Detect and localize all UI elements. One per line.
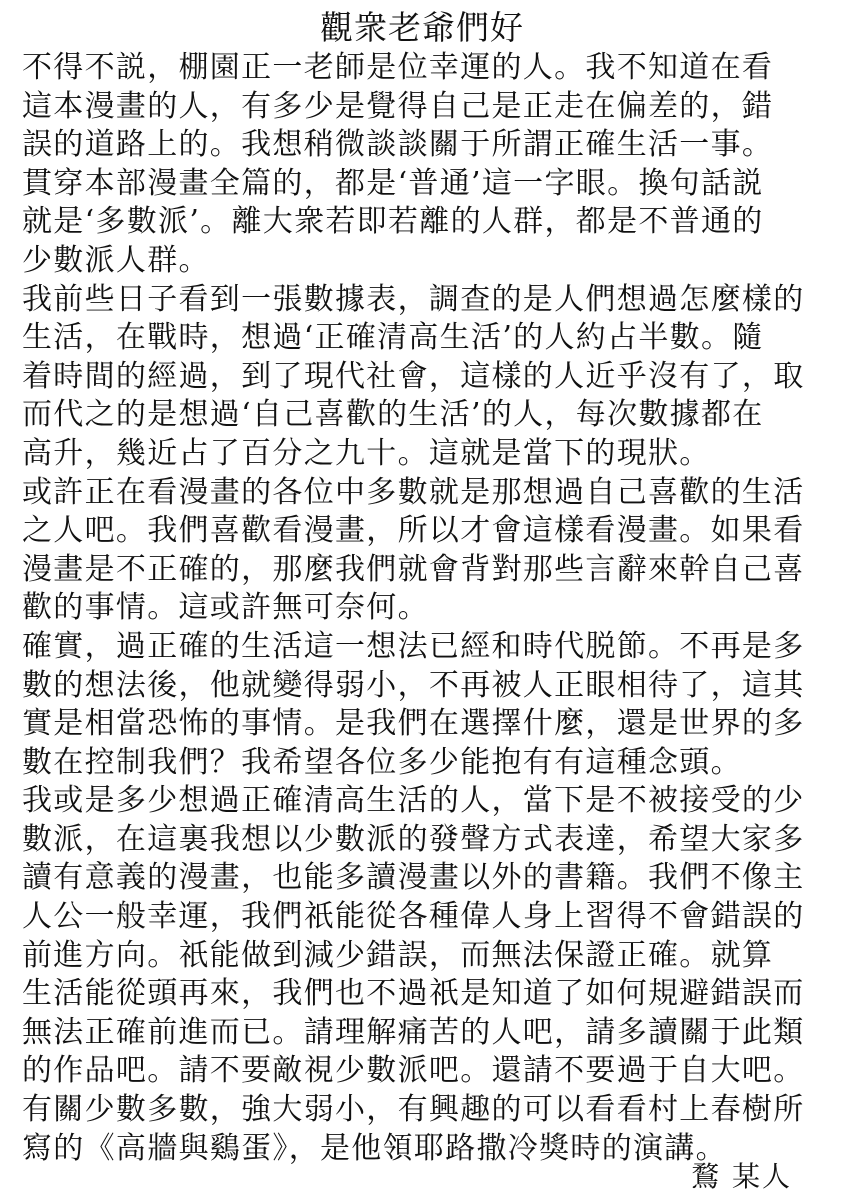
text-line: 無法正確前進而已。請理解痛苦的人吧，請多讀關于此類 (22, 1014, 805, 1050)
text-line: 貫穿本部漫畫全篇的，都是‘普通’這一字眼。換句話説 (22, 165, 764, 201)
text-line: 這本漫畫的人，有多少是覺得自己是正走在偏差的，錯 (22, 88, 774, 124)
body-text (22, 49, 832, 1168)
author-signature: 鶩 某人 (691, 1160, 792, 1193)
page-title: 觀衆老爺們好 (320, 8, 524, 47)
text-line: 確實，過正確的生活這一想法已經和時代脱節。不再是多 (22, 628, 805, 664)
text-line: 我或是多少想過正確清高生活的人，當下是不被接受的少 (22, 783, 805, 819)
text-line: 前進方向。祇能做到減少錯誤，而無法保證正確。就算 (22, 937, 774, 973)
text-line: 之人吧。我們喜歡看漫畫，所以才會這樣看漫畫。如果看 (22, 513, 805, 549)
text-line: 生活，在戰時，想過‘正確清高生活’的人約占半數。隨 (22, 320, 764, 356)
text-line: 讀有意義的漫畫，也能多讀漫畫以外的書籍。我們不像主 (22, 860, 805, 896)
text-line: 漫畫是不正確的，那麼我們就會背對那些言辭來幹自己喜 (22, 551, 805, 587)
text-line: 或許正在看漫畫的各位中多數就是那想過自己喜歡的生活 (22, 474, 805, 510)
text-line: 的作品吧。請不要敵視少數派吧。還請不要過于自大吧。 (22, 1053, 805, 1089)
text-line: 就是‘多數派’。離大衆若即若離的人群，都是不普通的 (22, 204, 764, 240)
text-line: 數派，在這裏我想以少數派的發聲方式表達，希望大家多 (22, 821, 805, 857)
text-line: 寫的《高牆與鷄蛋》，是他領耶路撒冷獎時的演講。 (22, 1130, 727, 1166)
text-line: 高升，幾近占了百分之九十。這就是當下的現狀。 (22, 435, 711, 471)
text-line: 着時間的經過，到了現代社會，這樣的人近乎沒有了，取 (22, 358, 805, 394)
text-line: 歡的事情。這或許無可奈何。 (22, 590, 429, 626)
text-line: 我前些日子看到一張數據表，調查的是人們想過怎麼樣的 (22, 281, 805, 317)
text-line: 人公一般幸運，我們祇能從各種偉人身上習得不會錯誤的 (22, 899, 805, 935)
text-line: 少數派人群。 (22, 242, 210, 278)
text-line: 而代之的是想過‘自己喜歡的生活’的人，每次數據都在 (22, 397, 764, 433)
text-line: 數的想法後，他就變得弱小，不再被人正眼相待了，這其 (22, 667, 805, 703)
text-line: 生活能從頭再來，我們也不過祇是知道了如何規避錯誤而 (22, 976, 805, 1012)
text-line: 有關少數多數，強大弱小，有興趣的可以看看村上春樹所 (22, 1092, 805, 1128)
text-line: 誤的道路上的。我想稍微談談關于所謂正確生活一事。 (22, 127, 774, 163)
text-line: 實是相當恐怖的事情。是我們在選擇什麼，還是世界的多 (22, 706, 805, 742)
text-line: 不得不説，棚園正一老師是位幸運的人。我不知道在看 (22, 50, 774, 85)
text-line: 數在控制我們？我希望各位多少能抱有有這種念頭。 (22, 744, 742, 780)
